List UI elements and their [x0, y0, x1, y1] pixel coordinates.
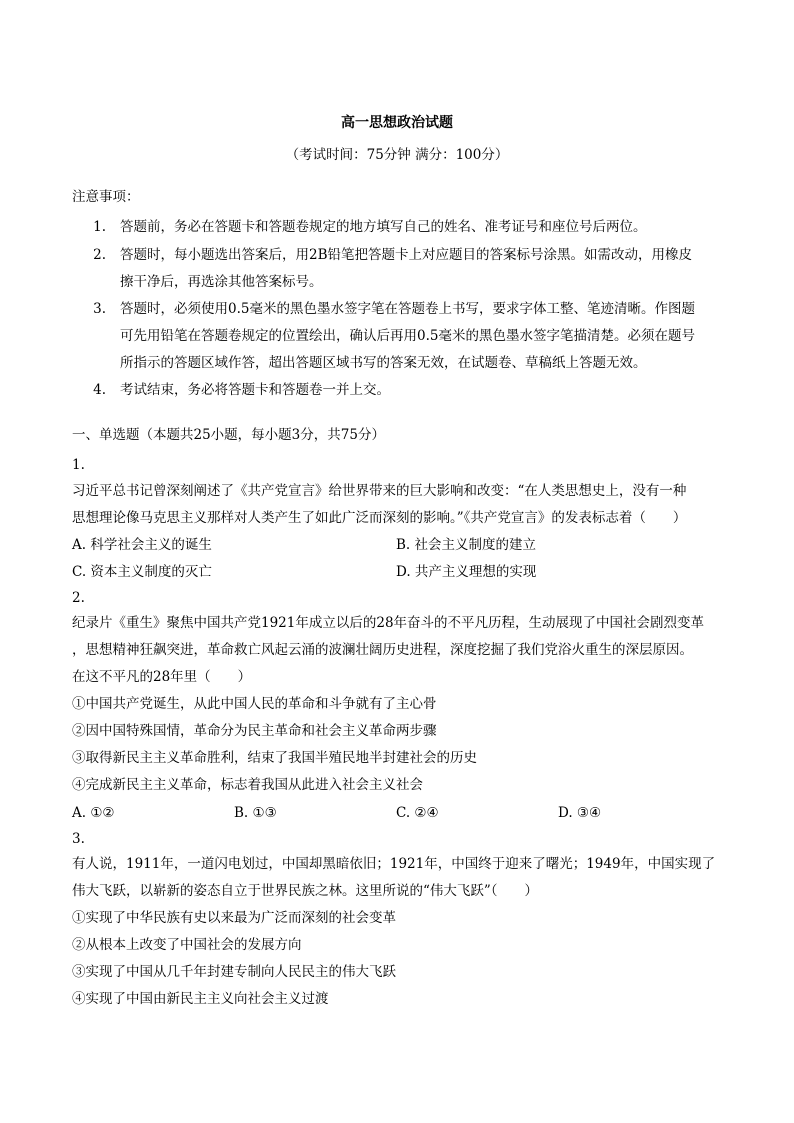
question-stem: 纪录片《重生》聚焦中国共产党1921年成立以后的28年奋斗的不平凡历程，生动展现了中国社会剧烈变革 [72, 615, 705, 631]
notice-item-text: 擦干净后，再选涂其他答案标号。 [120, 274, 323, 290]
notice-item-number: 4. [93, 382, 106, 398]
statement-item: ①中国共产党诞生，从此中国人民的革命和斗争就有了主心骨 [72, 696, 437, 712]
question-stem: 思想理论像马克思主义那样对人类产生了如此广泛而深刻的影响。”《共产党宣言》的发表标志着（ ） [72, 510, 687, 526]
option-d: D. ③④ [558, 805, 602, 821]
statement-item: ②因中国特殊国情，革命分为民主革命和社会主义革命两步骤 [72, 723, 437, 739]
question-number: 2. [72, 590, 85, 606]
exam-info: （考试时间：75分钟 满分：100分） [285, 147, 509, 163]
statement-item: ③取得新民主主义革命胜利，结束了我国半殖民地半封建社会的历史 [72, 750, 477, 766]
notice-item-number: 2. [93, 247, 106, 263]
notice-item-number: 1. [93, 219, 106, 235]
notice-item-text: 所指示的答题区域作答，超出答题区域书写的答案无效，在试题卷、草稿纸上答题无效。 [120, 355, 647, 371]
question-stem: 伟大飞跃，以崭新的姿态自立于世界民族之林。这里所说的“伟大飞跃”（ ） [72, 883, 539, 899]
notice-item-text: 答题时，必须使用0.5毫米的黑色墨水签字笔在答题卷上书写，要求字体工整、笔迹清晰。作图题 [120, 301, 695, 317]
option-a: A. 科学社会主义的诞生 [72, 537, 212, 553]
question-stem: 在这不平凡的28年里（ ） [72, 669, 252, 685]
option-c: C. ②④ [396, 805, 439, 821]
question-stem: 习近平总书记曾深刻阐述了《共产党宣言》给世界带来的巨大影响和改变：“在人类思想史上，没有一种 [72, 483, 687, 499]
statement-item: ②从根本上改变了中国社会的发展方向 [72, 937, 302, 953]
page-title: 高一思想政治试题 [341, 115, 453, 131]
question-stem: ，思想精神狂飙突进，革命救亡风起云涌的波澜壮阔历史进程，深度挖掘了我们党浴火重生的深层原因。 [72, 642, 693, 658]
section-heading: 一、单选题（本题共25小题，每小题3分，共75分） [72, 427, 385, 443]
notice-item-number: 3. [93, 301, 106, 317]
statement-item: ④完成新民主主义革命，标志着我国从此进入社会主义社会 [72, 777, 423, 793]
notice-item-text: 答题时，每小题选出答案后，用2B铅笔把答题卡上对应题目的答案标号涂黑。如需改动，用橡皮 [120, 247, 693, 263]
notice-item-text: 可先用铅笔在答题卷规定的位置绘出，确认后再用0.5毫米的黑色墨水签字笔描清楚。必须在题号 [120, 328, 695, 344]
notice-item-text: 考试结束，务必将答题卡和答题卷一并上交。 [120, 382, 390, 398]
question-number: 3. [72, 831, 85, 847]
statement-item: ①实现了中华民族有史以来最为广泛而深刻的社会变革 [72, 910, 396, 926]
question-stem: 有人说，1911年，一道闪电划过，中国却黑暗依旧；1921年，中国终于迎来了曙光；1949年，中国实现了 [72, 856, 716, 872]
option-b: B. ①③ [234, 805, 277, 821]
question-number: 1. [72, 457, 85, 473]
statement-item: ④实现了中国由新民主主义向社会主义过渡 [72, 991, 329, 1007]
option-b: B. 社会主义制度的建立 [396, 537, 537, 553]
notice-heading: 注意事项： [72, 189, 140, 205]
notice-item-text: 答题前，务必在答题卡和答题卷规定的地方填写自己的姓名、准考证号和座位号后两位。 [120, 219, 647, 235]
option-a: A. ①② [72, 805, 115, 821]
option-c: C. 资本主义制度的灭亡 [72, 564, 212, 580]
statement-item: ③实现了中国从几千年封建专制向人民民主的伟大飞跃 [72, 964, 396, 980]
option-d: D. 共产主义理想的实现 [396, 564, 537, 580]
